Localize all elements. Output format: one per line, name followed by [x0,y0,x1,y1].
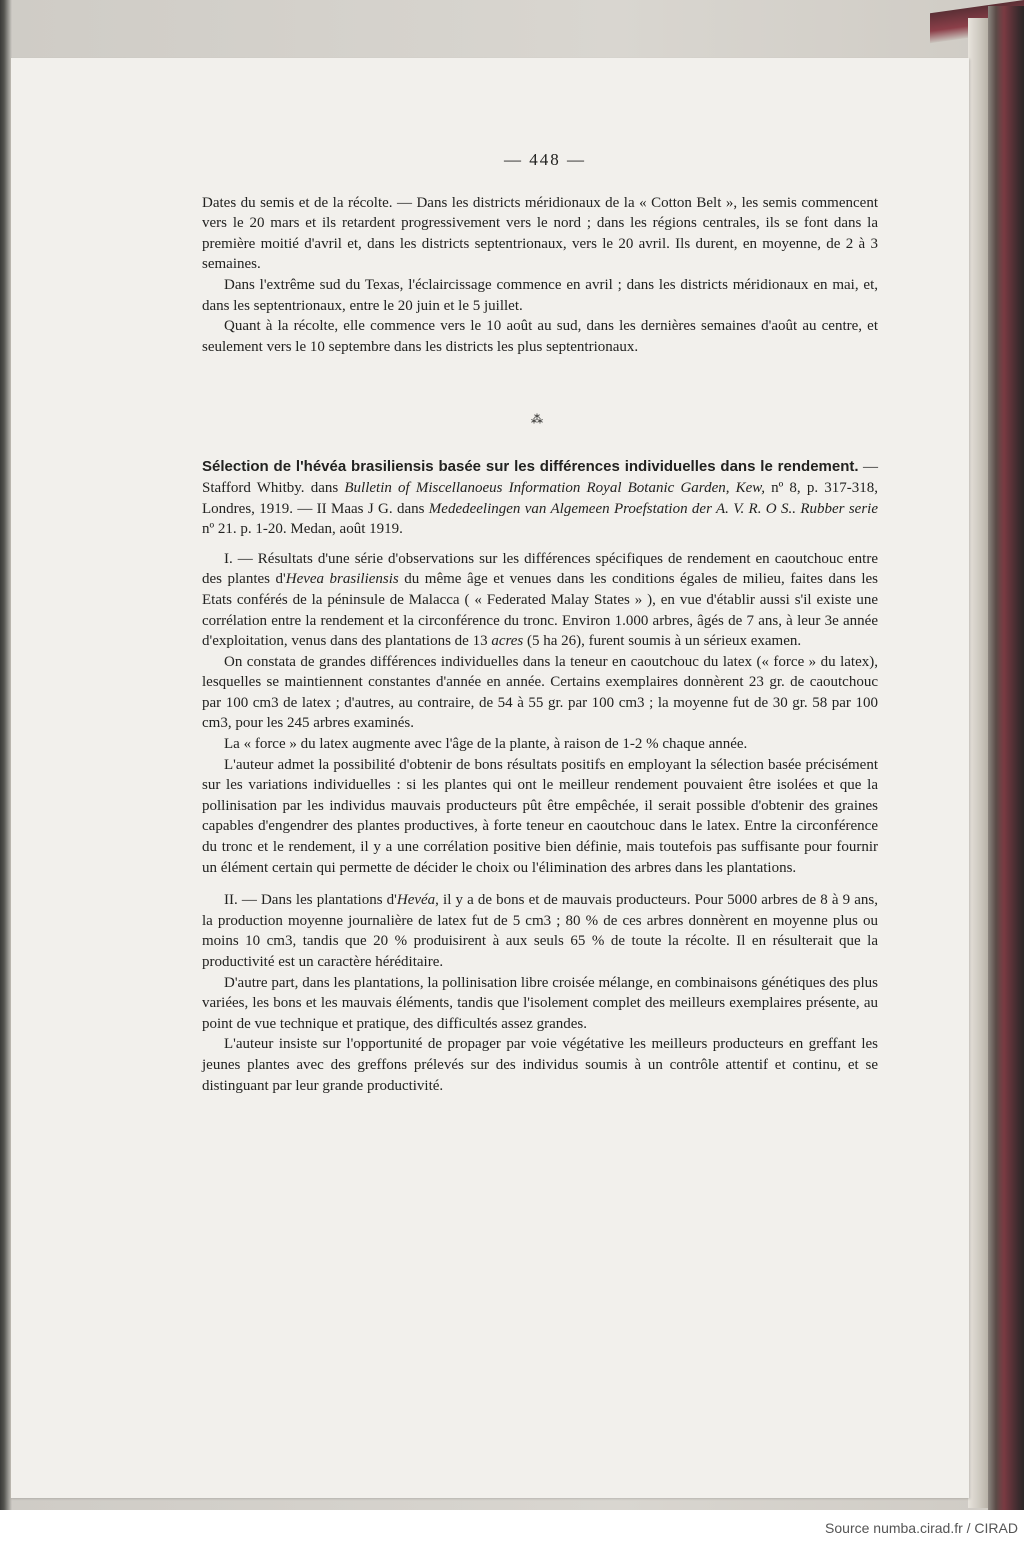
source-credit: Source numba.cirad.fr / CIRAD [825,1520,1018,1536]
p5-text-b: , il y a de bons et de mauvais producteurs. Pour 5000 arbres de 8 à 9 ans, la production moyenne journalière de latex fut de 5 cm3 ; 80 % de ces arbres donnèrent en moyenne plus ou moins 10 cm3, tandis que 20 % produisirent à aux seuls 65 % de toute la récolte. Il en résulterait que la productivité est un caractère héréditaire. [202,892,878,970]
paragraph-part-1 [202,549,878,652]
page-edge [968,18,988,1508]
paragraph-part-2 [202,890,878,972]
section-separator: ⁂ [531,412,549,427]
paragraph-grafting: L'auteur insiste sur l'opportunité de propager par voie végétative les meilleurs producteurs en greffant les jeunes plantes avec des greffons prélevés sur des individus soumis à un contrôle attentif et continu, et se distinguant par leur grande productivité. [202,1036,878,1094]
paragraph-texas: Dans l'extrême sud du Texas, l'éclaircissage commence en avril ; dans les districts méridionaux en mai, et, dans les septentrionaux, entre le 20 juin et le 5 juillet. [202,276,878,314]
article-header [202,457,878,539]
p1-text-a: I. — Résultats d'une série d'observations sur les différences spécifiques de rendement en caoutchouc entre des plantes d' [202,550,878,588]
p5-text-a: II. — Dans les plantations d' [224,892,397,909]
journal-title-2: Mededeelingen van Algemeen Proefstation der A. V. R. O S.. Rubber serie [428,500,878,517]
p1-text-b: du même âge et venues dans les conditions égales de milieu, faites dans les Etats conférés de la péninsule de Malacca ( « Federated Malay States » ), en vue d'établir aussi s'il existe une corrélation entre la rendement et la circonférence du tronc. Environ 1.000 arbres, âgés de 7 ans, à leur 3e année d'exploitation, venus dans des plantations de 13 [202,571,879,650]
paragraph-harvest: Quant à la récolte, elle commence vers le 10 août au sud, dans les dernières semaines d'août au centre, et seulement vers le 10 septembre dans les districts les plus septentrionaux. [202,318,878,355]
paragraph-force-increase: La « force » du latex augmente avec l'âge de la plante, à raison de 1-2 % chaque année. [224,736,748,753]
article-title: Sélection de l'hévéa brasiliensis basée sur les différences individuelles dans le rendement. [202,458,859,476]
paragraph-selection: L'auteur admet la possibilité d'obtenir de bons résultats positifs en employant la sélection basée précisément sur les variations individuelles : si les plantes qui ont le meilleur rendement pouvaient être isolées et que la pollinisation par les individus mauvais producteurs pût être empêchée, il serait possible d'obtenir des graines capables d'engendrer des plantes productives, à forte teneur en caoutchouc dans le latex. Entre la circonférence du tronc et le rendement, il y a une corrélation positive bien définie, mais toutefois pas suffisante pour fournir un élément certain qui permette de décider le choix ou l'élimination des arbres dans les plantations. [202,756,878,876]
p1-italic-species: Hevea brasiliensis [285,571,399,588]
paragraph-pollination: D'autre part, dans les plantations, la pollinisation libre croisée mélange, en combinaisons génétiques des plus variées, les bons et les mauvais éléments, tandis que l'isolement complet des meilleurs exemplaires présente, au point de vue technique et pratique, des difficultés assez grandes. [202,974,878,1032]
p1-italic-acres: acres [491,633,524,650]
reference-part-1: — Stafford Whitby. dans [202,459,878,496]
journal-title-1: Bulletin of Miscellanoeus Information Royal Botanic Garden, Kew, [344,479,765,496]
reference-part-2: nº 8, p. 317-318, Londres, 1919. — II Maas J G. dans [202,479,878,517]
p1-text-c: (5 ha 26), furent soumis à un sérieux examen. [523,633,802,650]
paragraph-dates: Dates du semis et de la récolte. — Dans les districts méridionaux de la « Cotton Belt », les semis commencent vers le 20 mars et ils retardent progressivement vers le nord ; dans les régions centrales, ils se font dans la première moitié d'avril et, dans les districts septentrionaux, vers le 20 avril. Ils durent, en moyenne, de 2 à 3 semaines. [202,194,878,273]
p5-italic-hevea: Hevéa [396,892,436,909]
paragraph-latex-force: On constata de grandes différences individuelles dans la teneur en caoutchouc du latex (« force » du latex), lesquelles se maintiennent constantes d'année en année. Certains exemplaires donnèrent 23 gr. de caoutchouc par 100 cm3 de latex ; d'autres, au contraire, de 54 à 55 gr. par 100 cm3 ; la moyenne fut de 30 gr. 58 par 100 cm3, pour les 245 arbres examinés. [202,653,878,732]
page-content [202,150,878,1096]
reference-part-3: nº 21. p. 1-20. Medan, août 1919. [202,521,403,538]
page-number: — 448 — [504,150,586,169]
book-cover-edge [988,6,1024,1510]
